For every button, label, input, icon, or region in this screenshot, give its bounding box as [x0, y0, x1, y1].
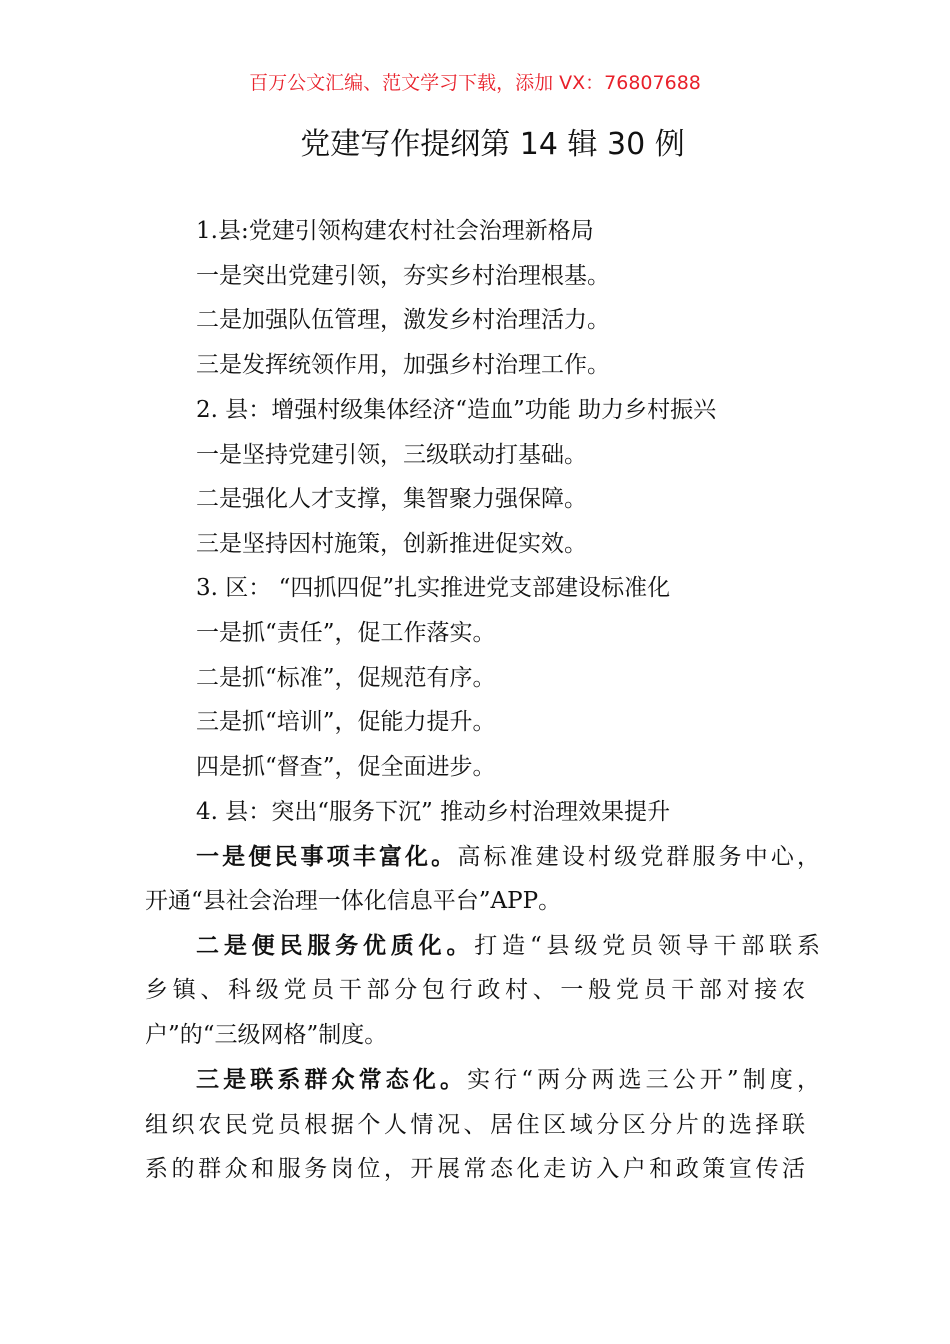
paragraph-text: 实行“两分两选三公开”制度， [467, 1067, 820, 1093]
list-item: 四是抓“督查”，促全面进步。 [196, 754, 496, 780]
section-heading: 3. 区： “四抓四促”扎实推进党支部建设标准化 [196, 575, 671, 601]
section-heading: 4. 县：突出“服务下沉” 推动乡村治理效果提升 [196, 799, 671, 825]
paragraph-lead: 一是便民事项丰富化。 [196, 843, 458, 870]
paragraph-line: 系的群众和服务岗位，开展常态化走访入户和政策宣传活 [145, 1156, 805, 1182]
list-item: 一是坚持党建引领，三级联动打基础。 [196, 442, 587, 468]
watermark-banner: 百万公文汇编、范文学习下载，添加 VX：76807688 [249, 72, 701, 94]
paragraph-text: 打造“县级党员领导干部联系 [474, 933, 821, 959]
paragraph-line: 户”的“三级网格”制度。 [145, 1022, 388, 1048]
paragraph-line: 乡镇、科级党员干部分包行政村、一般党员干部对接农 [145, 977, 805, 1003]
paragraph-line [196, 931, 820, 961]
section-heading: 2. 县：增强村级集体经济“造血”功能 助力乡村振兴 [196, 397, 717, 423]
list-item: 二是强化人才支撑，集智聚力强保障。 [196, 486, 587, 512]
list-item: 三是发挥统领作用，加强乡村治理工作。 [196, 352, 610, 378]
paragraph-lead: 三是联系群众常态化。 [196, 1066, 468, 1093]
list-item: 三是坚持因村施策，创新推进促实效。 [196, 531, 587, 557]
paragraph-text: 高标准建设村级党群服务中心， [457, 844, 821, 870]
paragraph-line [196, 1065, 820, 1095]
list-item: 一是突出党建引领，夯实乡村治理根基。 [196, 263, 610, 289]
list-item: 三是抓“培训”，促能力提升。 [196, 709, 496, 735]
paragraph-line: 开通“县社会治理一体化信息平台”APP。 [145, 888, 562, 914]
list-item: 二是抓“标准”，促规范有序。 [196, 665, 496, 691]
list-item: 一是抓“责任”，促工作落实。 [196, 620, 496, 646]
document-title: 党建写作提纲第 14 辑 30 例 [300, 127, 685, 162]
paragraph-lead: 二是便民服务优质化。 [196, 932, 475, 959]
paragraph-line: 组织农民党员根据个人情况、居住区域分区分片的选择联 [145, 1112, 805, 1138]
section-heading: 1.县:党建引领构建农村社会治理新格局 [196, 218, 594, 244]
list-item: 二是加强队伍管理，激发乡村治理活力。 [196, 307, 610, 333]
paragraph-line [196, 842, 820, 872]
